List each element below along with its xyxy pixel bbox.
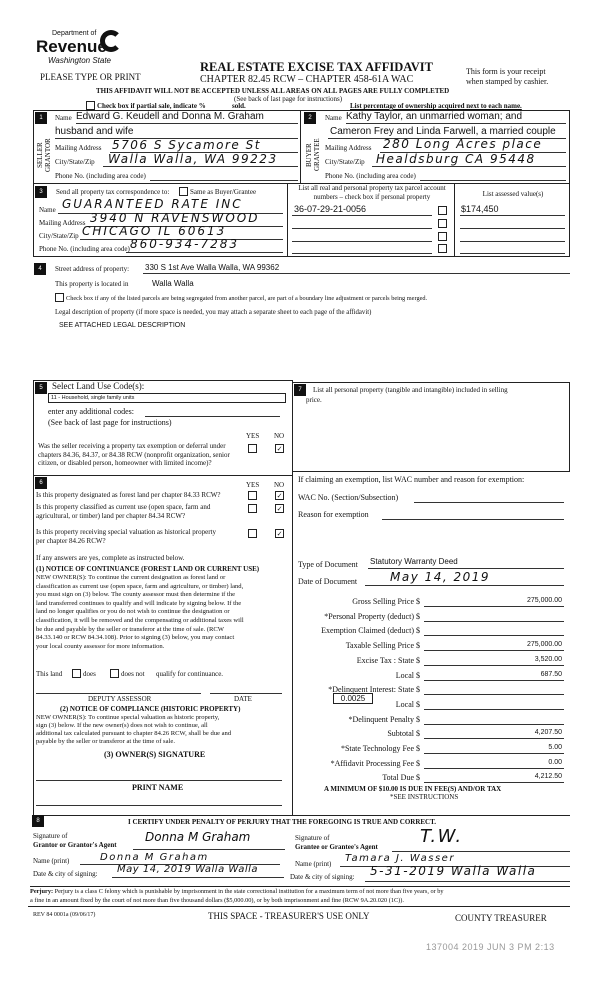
assessed-header: List assessed value(s) [482, 190, 544, 198]
fee-value[interactable]: 687.50 [540, 670, 562, 678]
forest-question: Is this property designated as forest land per chapter 84.33 RCW? [36, 491, 221, 499]
located-label: This property is located in [55, 280, 129, 288]
fee-label: *Personal Property (deduct) $ [324, 611, 420, 621]
personal-property-checkbox[interactable] [438, 232, 447, 241]
personal-property-checkbox[interactable] [438, 206, 447, 215]
legal-description[interactable]: SEE ATTACHED LEGAL DESCRIPTION [59, 322, 186, 329]
form-title: REAL ESTATE EXCISE TAX AFFIDAVIT [200, 60, 433, 74]
does-label: does [83, 670, 96, 678]
corr-address[interactable]: 3940 N RAVENSWOOD [90, 211, 260, 225]
historic-yes-checkbox[interactable] [248, 529, 257, 538]
fee-value[interactable]: 275,000.00 [526, 597, 562, 604]
fee-label: Exemption Claimed (deduct) $ [321, 626, 420, 636]
phone-label: Phone No. (including area code) [55, 172, 146, 180]
qualify-label: qualify for continuance. [156, 670, 224, 678]
fee-value[interactable]: 275,000.00 [526, 641, 562, 649]
grantee-agent-label: Grantee or Grantee's Agent [295, 843, 378, 851]
fee-label: *Affidavit Processing Fee $ [330, 758, 420, 768]
additional-codes-label: enter any additional codes: [48, 407, 134, 416]
fee-label: Taxable Selling Price $ [345, 641, 420, 651]
grantee-date-city[interactable]: 5-31-2019 Walla Walla [370, 864, 537, 878]
grantee-printed-name[interactable]: Tamara J. Wasser [345, 853, 455, 864]
current-use-question: Is this property classified as current use (open space, farm and agricultural, or timber) land per chapter 84.34 RCW? [36, 503, 211, 520]
notice-compliance-title: (2) NOTICE OF COMPLIANCE (HISTORIC PROPERTY) [60, 705, 241, 713]
section-number: 2 [304, 112, 316, 124]
perjury-text: Perjury: Perjury is a class C felony which is punishable by imprisonment in the state correctional institution for a maximum term of not more than five years, or by [30, 888, 444, 895]
grantor-signature[interactable]: Donna M Graham [145, 830, 251, 844]
doc-type-value[interactable]: Statutory Warranty Deed [370, 557, 458, 566]
pct-label: List percentage of ownership acquired next to each name. [350, 102, 522, 110]
notice-compliance-text: NEW OWNER(S): To continue special valuation as historic property, sign (3) below. If the new owner(s) does not wish to continue, all additional tax calculated pursuant to chapter 84.26 RCW, shall be due and payable by the seller or transferor at the time of sale. [36, 714, 232, 745]
historic-no-checkbox[interactable]: ✓ [276, 530, 283, 538]
yes-header: YES [246, 481, 260, 489]
buyer-address[interactable]: 280 Long Acres place [383, 137, 543, 151]
fee-label: Gross Selling Price $ [352, 597, 420, 606]
no-header: NO [274, 432, 285, 440]
name-print-label: Name (print) [295, 860, 332, 868]
buyer-name-2[interactable]: Cameron Frey and Linda Farwell, a married couple [330, 126, 556, 137]
parcels-header: numbers – check box if personal property [313, 193, 431, 201]
q1-yes-checkbox[interactable] [248, 444, 257, 453]
certify-statement: I CERTIFY UNDER PENALTY OF PERJURY THAT THE FOREGOING IS TRUE AND CORRECT. [128, 818, 437, 826]
receipt-note: This form is your receipt [466, 67, 546, 76]
sold-label: sold. [232, 102, 246, 110]
fee-value[interactable]: 4,212.50 [534, 773, 562, 781]
no-header: NO [274, 481, 285, 489]
section-number: 3 [35, 186, 47, 198]
logo-text: Washington State [48, 56, 112, 65]
forest-no-checkbox[interactable]: ✓ [276, 492, 283, 500]
minimum-note: A MINIMUM OF $10.00 IS DUE IN FEE(S) AND/OR TAX [324, 785, 502, 793]
name-print-label: Name (print) [33, 857, 70, 865]
personal-property-label: price. [306, 396, 322, 404]
fee-label: Local $ [395, 699, 420, 709]
land-use-code-select[interactable]: 11 - Household, single family units [48, 393, 286, 403]
grantee-signature[interactable]: T.W. [420, 826, 463, 847]
notice-continuance-title: (1) NOTICE OF CONTINUANCE (FOREST LAND OR CURRENT USE) [36, 565, 260, 573]
q1-no-checkbox[interactable]: ✓ [276, 445, 283, 453]
mailing-address-label: Mailing Address [325, 144, 372, 152]
fee-value[interactable]: 5.00 [548, 744, 562, 751]
grantor-date-city[interactable]: May 14, 2019 Walla Walla [117, 864, 259, 875]
fee-label: *Delinquent Interest: State $ [328, 685, 420, 695]
does-checkbox[interactable] [72, 669, 81, 678]
county-treasurer-label: COUNTY TREASURER [455, 913, 547, 923]
does-not-label: does not [121, 670, 145, 678]
legal-label: Legal description of property (if more space is needed, you may attach a separate sheet to each page of the affidavit) [55, 309, 372, 316]
fee-value[interactable]: 0.00 [548, 758, 562, 766]
logo-swirl-icon [100, 30, 122, 52]
mailing-address-label: Mailing Address [39, 219, 86, 227]
does-not-checkbox[interactable] [110, 669, 119, 678]
personal-property-checkbox[interactable] [438, 244, 447, 253]
buyer-name[interactable]: Kathy Taylor, an unmarried woman; and [346, 111, 523, 122]
corr-city[interactable]: CHICAGO IL 60613 [82, 224, 227, 238]
segregated-checkbox[interactable] [55, 293, 64, 302]
instructions-note: (See back of last page for instructions) [234, 95, 343, 103]
fee-value[interactable]: 3,520.00 [534, 655, 562, 663]
segregated-label: Check box if any of the listed parcels are being segregated from another parcel, are part of a boundary line adjustment or parcels being merged. [66, 295, 428, 302]
date-city-label: Date & city of signing: [290, 873, 355, 881]
historic-question: Is this property receiving special valuation as historical property per chapter 84.26 RCW? [36, 528, 217, 545]
notice-continuance-text: NEW OWNER(S): To continue the current designation as forest land or classification as current use (open space, farm and agriculture, or timber) land, you must sign on (3) below. The county assessor must then determine if the land transferred continues to qualify and will indicate by signing below. If the land no longer qualifies or you do not wish to continue the designation or classification, it will be removed and the compensating or additional taxes will be due and payable by the seller or transferor at the time of sale. (RCW 84.33.140 or RCW 84.34.108). Prior to signing (3) below, you may contact your local county assessor for more information. [36, 574, 244, 650]
signature-of-label: Signature of [33, 832, 68, 840]
seller-name[interactable]: Edward G. Keudell and Donna M. Graham [76, 111, 264, 122]
warning-text: THIS AFFIDAVIT WILL NOT BE ACCEPTED UNLESS ALL AREAS ON ALL PAGES ARE FULLY COMPLETED [96, 87, 450, 95]
seller-address[interactable]: 5706 S Sycamore St [112, 138, 261, 152]
yes-header: YES [246, 432, 260, 440]
city-label: City/State/Zip [325, 158, 365, 166]
mailing-address-label: Mailing Address [55, 144, 102, 152]
city-label: City/State/Zip [55, 158, 95, 166]
seller-name-2[interactable]: husband and wife [55, 126, 134, 137]
form-revision: REV 84 0001a (09/06/17) [33, 912, 96, 918]
fee-label: Local $ [395, 670, 420, 680]
doc-date-value[interactable]: May 14, 2019 [390, 570, 491, 584]
logo-text: Revenue [36, 37, 107, 56]
signature-of-label: Signature of [295, 834, 330, 842]
name-label: Name [325, 114, 342, 122]
receipt-stamp: 137004 2019 JUN 3 PM 2:13 [426, 942, 555, 952]
personal-property-checkbox[interactable] [438, 219, 447, 228]
section-number: 5 [35, 382, 47, 394]
logo-text: Department of [52, 30, 97, 37]
city-label: City/State/Zip [39, 232, 79, 240]
property-county[interactable]: Walla Walla [152, 279, 194, 288]
perjury-text-2: a fine in an amount fixed by the court of not more than five thousand dollars ($5,000.00), or by both imprisonment and fine (RCW 9A.20.020 (1C)). [30, 897, 404, 904]
wac-label: WAC No. (Section/Subsection) [298, 493, 399, 502]
buyer-side-label: BUYER GRANTEE [305, 138, 321, 172]
chapter-subtitle: CHAPTER 82.45 RCW – CHAPTER 458-61A WAC [200, 74, 414, 85]
same-as-buyer-label: Same as Buyer/Grantee [190, 188, 257, 196]
print-name-label: PRINT NAME [132, 783, 184, 792]
forest-yes-checkbox[interactable] [248, 491, 257, 500]
personal-property-label: List all personal property (tangible and intangible) included in selling [313, 386, 508, 394]
name-label: Name [39, 206, 56, 214]
fee-label: *State Technology Fee $ [340, 744, 420, 753]
deputy-assessor-label: DEPUTY ASSESSOR [88, 695, 152, 703]
fee-value[interactable]: 4,207.50 [534, 729, 562, 737]
parcels-header: List all real and personal property tax parcel account [298, 184, 446, 192]
seller-side-label: SELLER GRANTOR [36, 138, 52, 172]
grantor-printed-name[interactable]: Donna M Graham [100, 852, 209, 863]
section-number: 4 [34, 263, 46, 275]
buyer-city[interactable]: Healdsburg CA 95448 [376, 152, 536, 166]
current-use-yes-checkbox[interactable] [248, 504, 257, 513]
same-as-buyer-checkbox[interactable] [179, 187, 188, 196]
land-use-label: Select Land Use Code(s): [52, 381, 145, 391]
fee-label: Excise Tax : State $ [356, 655, 420, 665]
property-street[interactable]: 330 S 1st Ave Walla Walla, WA 99362 [145, 263, 280, 272]
phone-label: Phone No. (including area code) [39, 245, 130, 253]
owner-signature-label: (3) OWNER(S) SIGNATURE [104, 750, 206, 759]
date-city-label: Date & city of signing: [33, 870, 98, 878]
corr-phone[interactable]: 860-934-7283 [130, 237, 240, 251]
section-number: 8 [32, 815, 44, 827]
section-number: 6 [35, 477, 47, 489]
reason-label: Reason for exemption [298, 510, 369, 519]
receipt-note: when stamped by cashier. [466, 77, 549, 86]
doc-type-label: Type of Document [298, 560, 358, 569]
section-number: 7 [294, 384, 306, 396]
section-number: 1 [35, 112, 47, 124]
please-type: PLEASE TYPE OR PRINT [40, 72, 141, 82]
assessed-value[interactable]: $174,450 [461, 204, 499, 214]
street-label: Street address of property: [55, 265, 130, 273]
see-instructions: *SEE INSTRUCTIONS [390, 793, 459, 801]
exemption-question: Was the seller receiving a property tax exemption or deferral under chapters 84.36, 84.37, or 84.38 RCW (nonprofit organization, senior citizen, or disabled person, homeowner with limited income)? [38, 442, 230, 467]
phone-label: Phone No. (including area code) [325, 172, 416, 180]
partial-label: Check box if partial sale, indicate % [97, 102, 206, 110]
local-rate-field[interactable]: 0.0025 [333, 693, 373, 704]
this-land-label: This land [36, 670, 63, 678]
personal-property-section [292, 382, 570, 472]
seller-city[interactable]: Walla Walla, WA 99223 [108, 152, 278, 166]
parcel-number[interactable]: 36-07-29-21-0056 [294, 204, 367, 214]
fee-label: Subtotal $ [387, 729, 420, 739]
send-label: Send all property tax correspondence to: [56, 188, 170, 196]
fee-label: *Delinquent Penalty $ [348, 714, 420, 724]
exemption-label: If claiming an exemption, list WAC number and reason for exemption: [298, 475, 525, 484]
if-yes-note: If any answers are yes, complete as instructed below. [36, 554, 185, 562]
date-label: DATE [234, 695, 252, 703]
instructions-note: (See back of last page for instructions) [48, 418, 172, 427]
grantor-agent-label: Grantor or Grantor's Agent [33, 841, 117, 849]
name-label: Name [55, 114, 72, 122]
doc-date-label: Date of Document [298, 577, 358, 586]
corr-name[interactable]: GUARANTEED RATE INC [62, 197, 243, 211]
treasurer-use-label: THIS SPACE - TREASURER'S USE ONLY [208, 911, 370, 921]
fee-label: Total Due $ [382, 773, 420, 783]
partial-sale-checkbox[interactable] [86, 101, 95, 110]
current-use-no-checkbox[interactable]: ✓ [276, 505, 283, 513]
